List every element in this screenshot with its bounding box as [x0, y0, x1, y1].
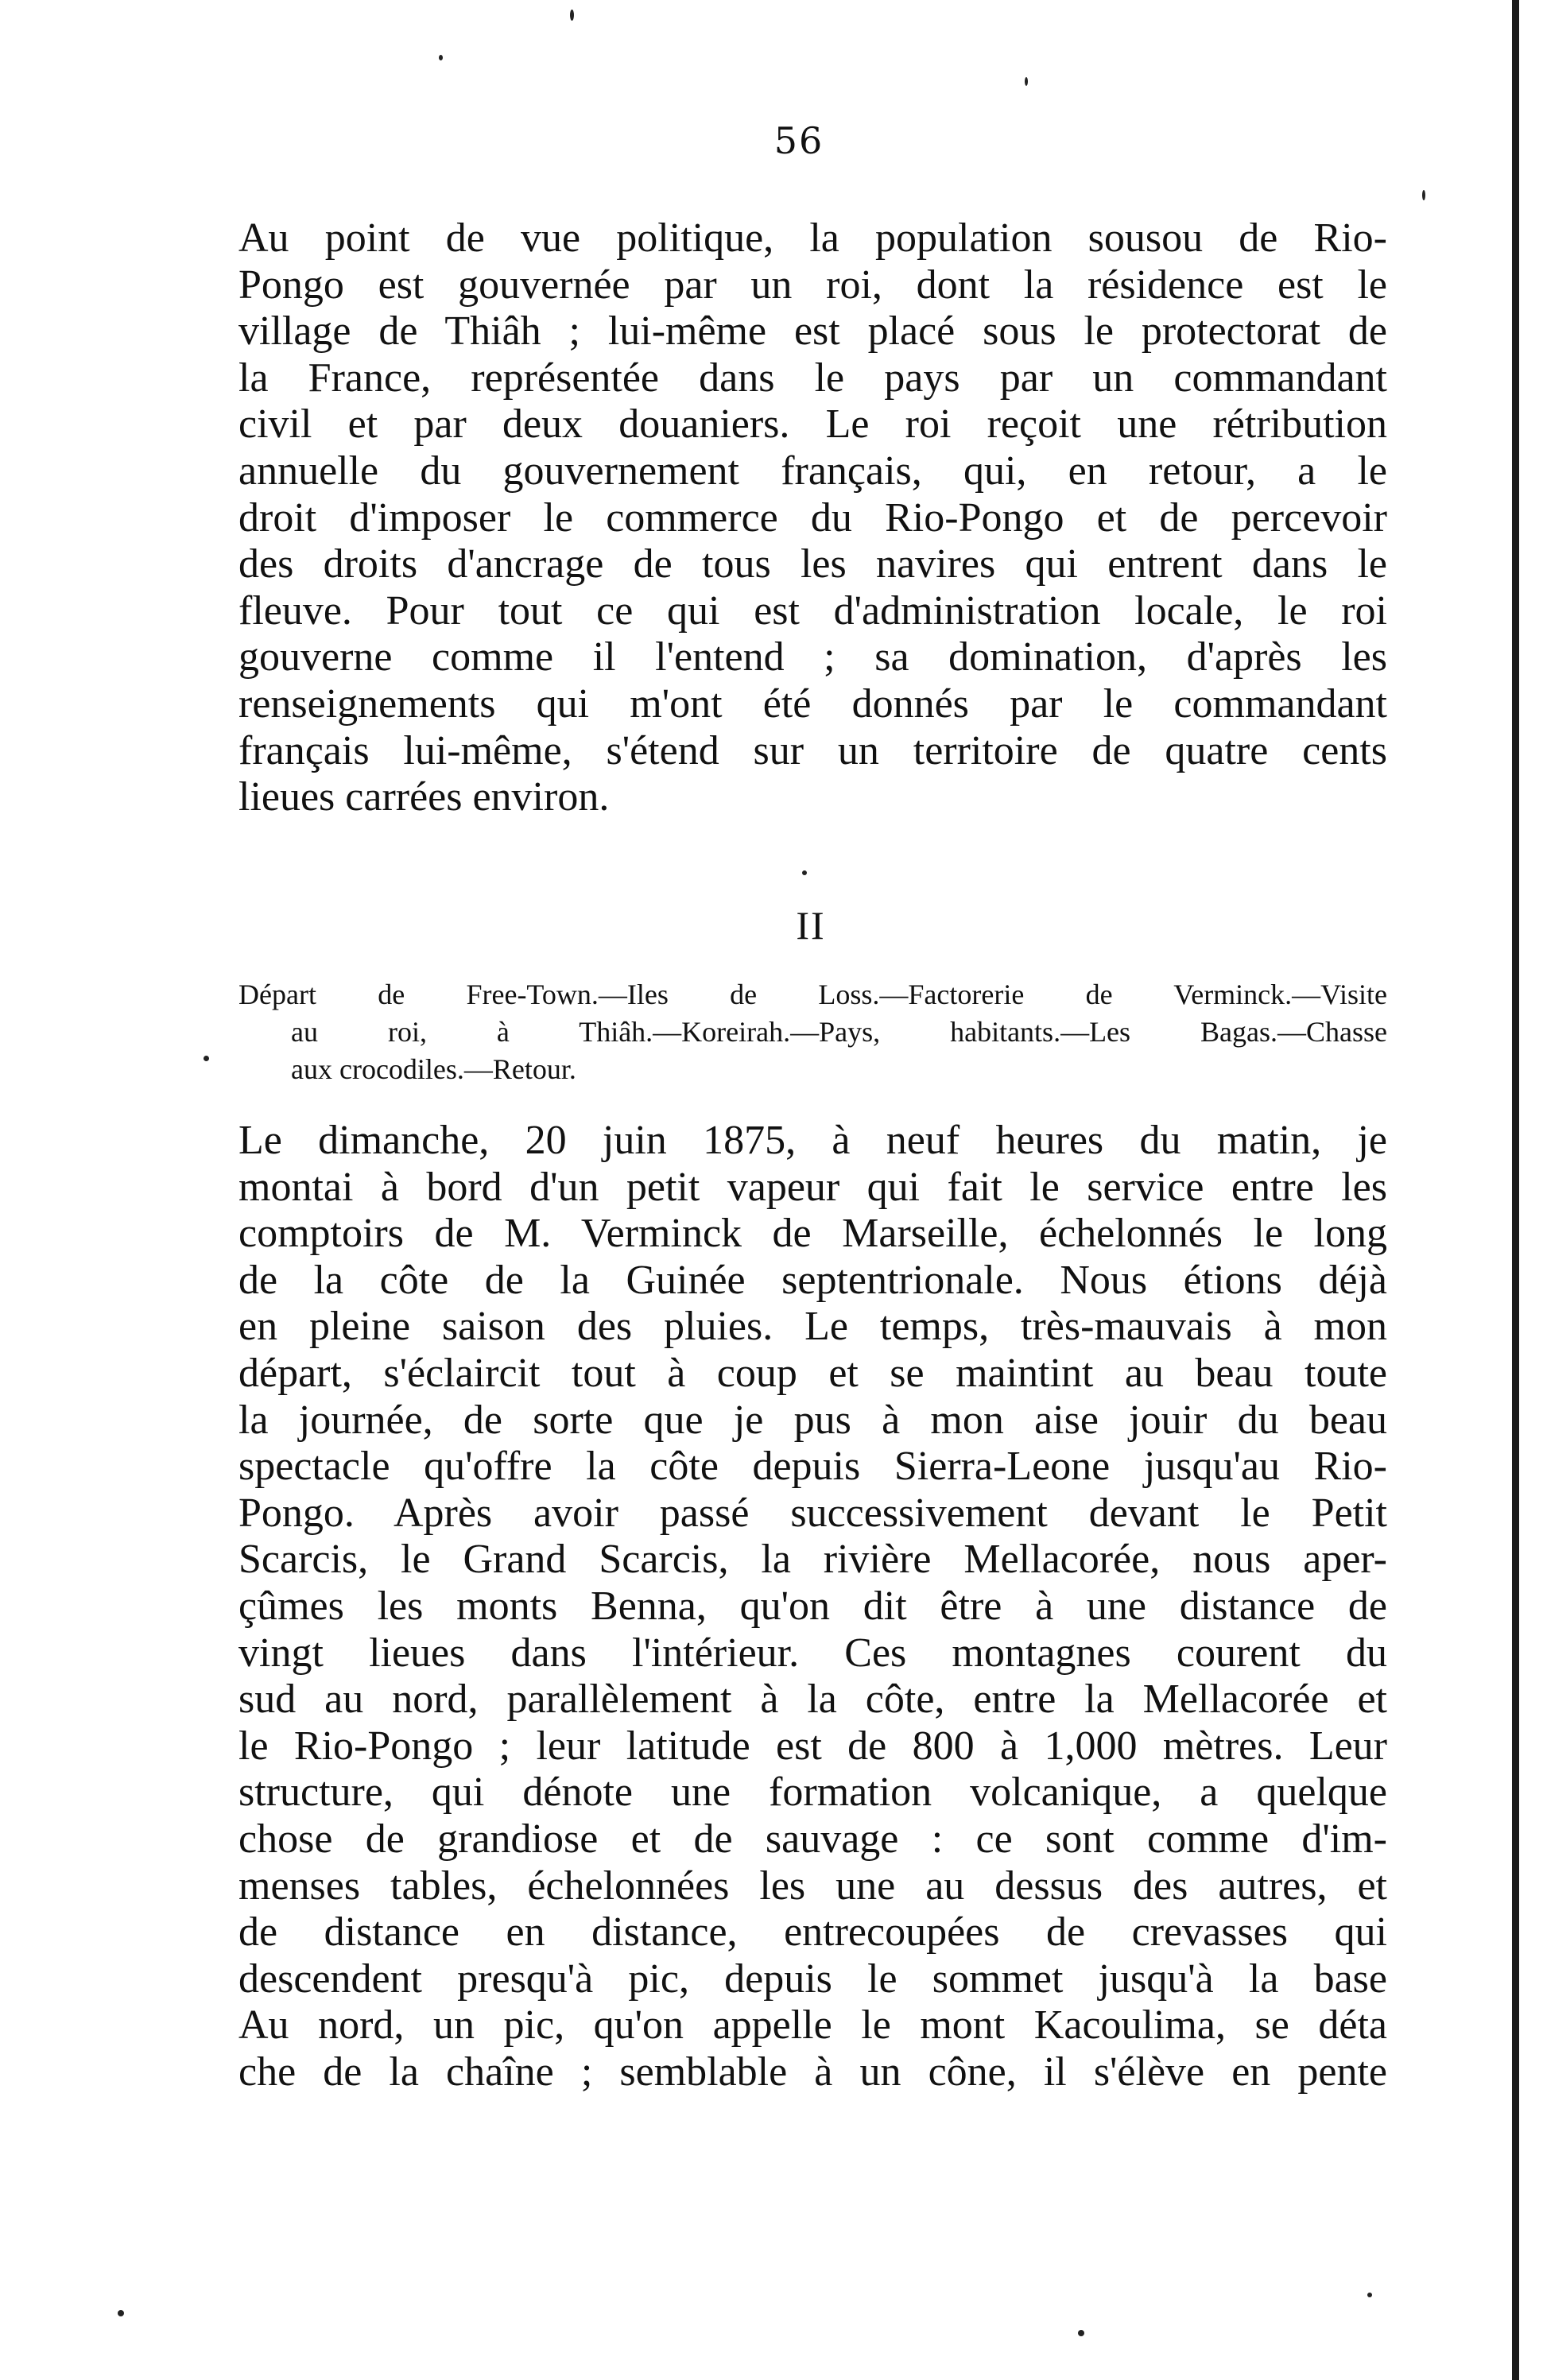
text-line: la journée, de sorte que je pus à mon aise jouir du beau	[238, 1397, 1387, 1443]
text-line: lieues carrées environ.	[238, 774, 610, 820]
text-line: de distance en distance, entrecoupées de crevasses qui	[238, 1909, 1387, 1956]
scan-speck	[1422, 190, 1425, 200]
page-number: 56	[773, 119, 824, 162]
text-line: droit d'imposer le commerce du Rio-Pongo et de percevoir	[238, 494, 1387, 541]
text-line: vingt lieues dans l'intérieur. Ces montagnes courent du	[238, 1630, 1387, 1676]
text-line: gouverne comme il l'entend ; sa domination, d'après les	[238, 634, 1387, 680]
text-line: chose de grandiose et de sauvage : ce sont comme d'im-	[238, 1816, 1387, 1862]
text-line: sud au nord, parallèlement à la côte, entre la Mellacorée et	[238, 1676, 1387, 1723]
text-line: Au nord, un pic, qu'on appelle le mont Kacoulima, se déta	[238, 2002, 1387, 2049]
text-line: comptoirs de M. Verminck de Marseille, échelonnés le long	[238, 1211, 1387, 1257]
section-heading: II	[796, 903, 826, 948]
scan-speck	[1367, 2293, 1372, 2297]
scan-speck	[570, 10, 574, 21]
summary-line: au roi, à Thiâh.—Koreirah.—Pays, habitants.—Les Bagas.—Chasse	[291, 1016, 1387, 1048]
text-line: Scarcis, le Grand Scarcis, la rivière Mellacorée, nous aper-	[238, 1537, 1387, 1583]
text-line: français lui-même, s'étend sur un territoire de quatre cents	[238, 727, 1387, 773]
scan-speck	[204, 1056, 209, 1061]
text-line: descendent presqu'à pic, depuis le sommet jusqu'à la base	[238, 1956, 1387, 2002]
text-line: la France, représentée dans le pays par un commandant	[238, 355, 1387, 401]
text-line: fleuve. Pour tout ce qui est d'administration locale, le roi	[238, 587, 1387, 634]
text-line: çûmes les monts Benna, qu'on dit être à une distance de	[238, 1583, 1387, 1629]
text-line: de la côte de la Guinée septentrionale. Nous étions déjà	[238, 1257, 1387, 1303]
section-summary	[238, 976, 1387, 1088]
text-line: village de Thiâh ; lui-même est placé sous le protectorat de	[238, 308, 1387, 355]
summary-line: aux crocodiles.—Retour.	[291, 1053, 576, 1085]
scan-speck	[118, 2310, 124, 2316]
scan-speck	[1025, 77, 1028, 86]
summary-line: Départ de Free-Town.—Iles de Loss.—Factorerie de Verminck.—Visite	[238, 979, 1387, 1010]
paragraph-political-organization	[238, 215, 1387, 821]
text-line: renseignements qui m'ont été donnés par le commandant	[238, 680, 1387, 727]
paragraph-voyage-narrative	[238, 1118, 1387, 2095]
scan-speck	[1078, 2330, 1084, 2336]
text-line: che de la chaîne ; semblable à un cône, il s'élève en pente	[238, 2049, 1387, 2095]
text-line: le Rio-Pongo ; leur latitude est de 800 à 1,000 mètres. Leur	[238, 1723, 1387, 1769]
text-line: des droits d'ancrage de tous les navires qui entrent dans le	[238, 541, 1387, 587]
scan-speck	[802, 870, 807, 875]
text-line: Au point de vue politique, la population sousou de Rio-	[238, 215, 1387, 261]
text-line: Le dimanche, 20 juin 1875, à neuf heures du matin, je	[238, 1118, 1387, 1163]
text-line: départ, s'éclaircit tout à coup et se maintint au beau toute	[238, 1350, 1387, 1396]
text-line: spectacle qu'offre la côte depuis Sierra-Leone jusqu'au Rio-	[238, 1444, 1387, 1490]
text-line: Pongo est gouvernée par un roi, dont la résidence est le	[238, 262, 1387, 308]
scan-speck	[439, 55, 443, 60]
text-line: civil et par deux douaniers. Le roi reçoit une rétribution	[238, 401, 1387, 448]
text-line: annuelle du gouvernement français, qui, en retour, a le	[238, 448, 1387, 494]
text-line: menses tables, échelonnées les une au dessus des autres, et	[238, 1863, 1387, 1909]
scan-edge-rule	[1512, 0, 1519, 2380]
text-line: Pongo. Après avoir passé successivement devant le Petit	[238, 1490, 1387, 1536]
text-line: montai à bord d'un petit vapeur qui fait le service entre les	[238, 1164, 1387, 1210]
text-line: en pleine saison des pluies. Le temps, très-mauvais à mon	[238, 1304, 1387, 1350]
text-line: structure, qui dénote une formation volcanique, a quelque	[238, 1769, 1387, 1816]
